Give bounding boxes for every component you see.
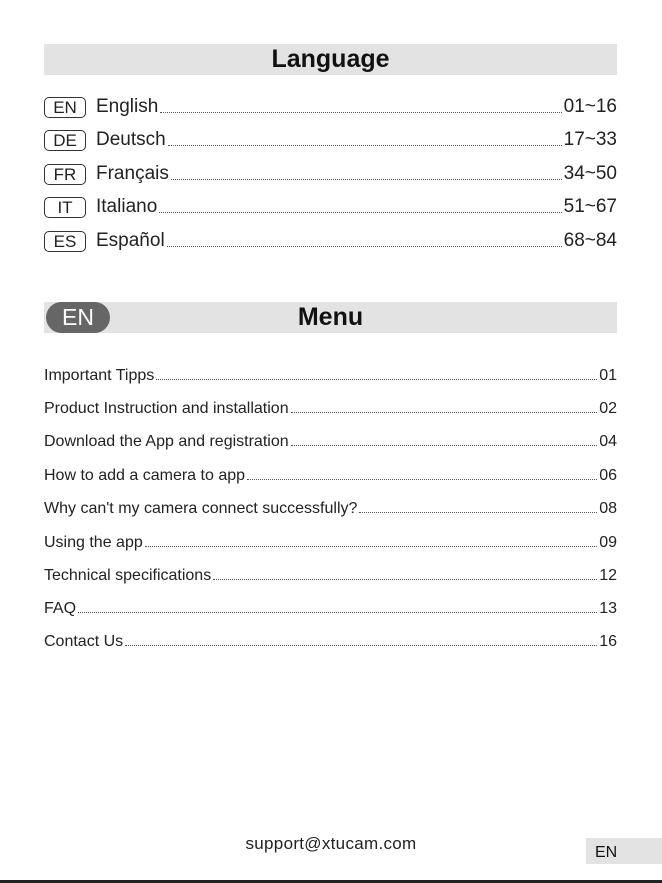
toc-entry[interactable] bbox=[44, 530, 617, 552]
language-page-range: 51~67 bbox=[563, 196, 617, 217]
language-row-it[interactable] bbox=[44, 194, 617, 218]
toc-entry-page: 06 bbox=[599, 467, 617, 484]
toc-entry-page: 04 bbox=[599, 433, 617, 450]
dot-leader bbox=[160, 111, 561, 113]
language-code-badge: DE bbox=[44, 130, 86, 151]
language-name: Français bbox=[96, 163, 169, 184]
toc-entry-label: Important Tipps bbox=[44, 367, 155, 384]
dot-leader bbox=[247, 478, 597, 480]
toc-entry-page: 08 bbox=[599, 500, 617, 517]
toc-entry-page: 09 bbox=[599, 534, 617, 551]
language-code-badge: ES bbox=[44, 231, 86, 252]
toc-entry-label: Why can't my camera connect successfully? bbox=[44, 500, 358, 517]
dot-leader bbox=[156, 378, 597, 380]
dot-leader bbox=[159, 211, 561, 213]
language-badge: EN bbox=[46, 302, 110, 333]
language-name: English bbox=[96, 96, 159, 117]
dot-leader bbox=[167, 245, 562, 247]
language-title: Language bbox=[271, 45, 390, 73]
language-header bbox=[44, 44, 617, 75]
language-name: Deutsch bbox=[96, 129, 166, 150]
language-code-badge: IT bbox=[44, 197, 86, 218]
language-row-en[interactable] bbox=[44, 94, 617, 118]
dot-leader bbox=[171, 178, 562, 180]
toc-entry[interactable] bbox=[44, 629, 617, 651]
dot-leader bbox=[213, 578, 597, 580]
language-row-fr[interactable] bbox=[44, 161, 617, 185]
dot-leader bbox=[78, 611, 597, 613]
toc-entry[interactable] bbox=[44, 563, 617, 585]
toc-entry-label: How to add a camera to app bbox=[44, 467, 246, 484]
toc-entry-label: Using the app bbox=[44, 534, 143, 551]
support-email[interactable]: support@xtucam.com bbox=[245, 834, 417, 853]
toc-entry-page: 13 bbox=[599, 600, 617, 617]
language-name: Italiano bbox=[96, 196, 158, 217]
toc-entry-label: Contact Us bbox=[44, 633, 124, 650]
language-page-range: 34~50 bbox=[563, 163, 617, 184]
menu-title: Menu bbox=[297, 303, 364, 331]
language-row-es[interactable] bbox=[44, 228, 617, 252]
language-page-range: 01~16 bbox=[563, 96, 617, 117]
toc-entry-label: Download the App and registration bbox=[44, 433, 289, 450]
language-page-range: 68~84 bbox=[563, 230, 617, 251]
dot-leader bbox=[359, 511, 597, 513]
dot-leader bbox=[145, 545, 597, 547]
language-name: Español bbox=[96, 230, 165, 251]
toc-entry-label: Product Instruction and installation bbox=[44, 400, 289, 417]
menu-header bbox=[44, 302, 617, 333]
toc-entry-page: 12 bbox=[599, 567, 617, 584]
toc-entry[interactable] bbox=[44, 363, 617, 385]
toc-entry-label: FAQ bbox=[44, 600, 77, 617]
toc-entry-page: 02 bbox=[599, 400, 617, 417]
toc-entry-page: 01 bbox=[599, 367, 617, 384]
dot-leader bbox=[291, 411, 598, 413]
language-code-badge: FR bbox=[44, 164, 86, 185]
toc-entry-page: 16 bbox=[599, 633, 617, 650]
language-page-range: 17~33 bbox=[563, 129, 617, 150]
toc-entry-label: Technical specifications bbox=[44, 567, 212, 584]
language-code-badge: EN bbox=[44, 97, 86, 118]
dot-leader bbox=[168, 144, 562, 146]
toc-entry[interactable] bbox=[44, 596, 617, 618]
toc-entry[interactable] bbox=[44, 496, 617, 518]
toc-entry[interactable] bbox=[44, 396, 617, 418]
language-tab: EN bbox=[586, 838, 662, 864]
toc-entry[interactable] bbox=[44, 429, 617, 451]
language-row-de[interactable] bbox=[44, 127, 617, 151]
dot-leader bbox=[291, 444, 598, 446]
toc-entry[interactable] bbox=[44, 463, 617, 485]
dot-leader bbox=[125, 644, 597, 646]
